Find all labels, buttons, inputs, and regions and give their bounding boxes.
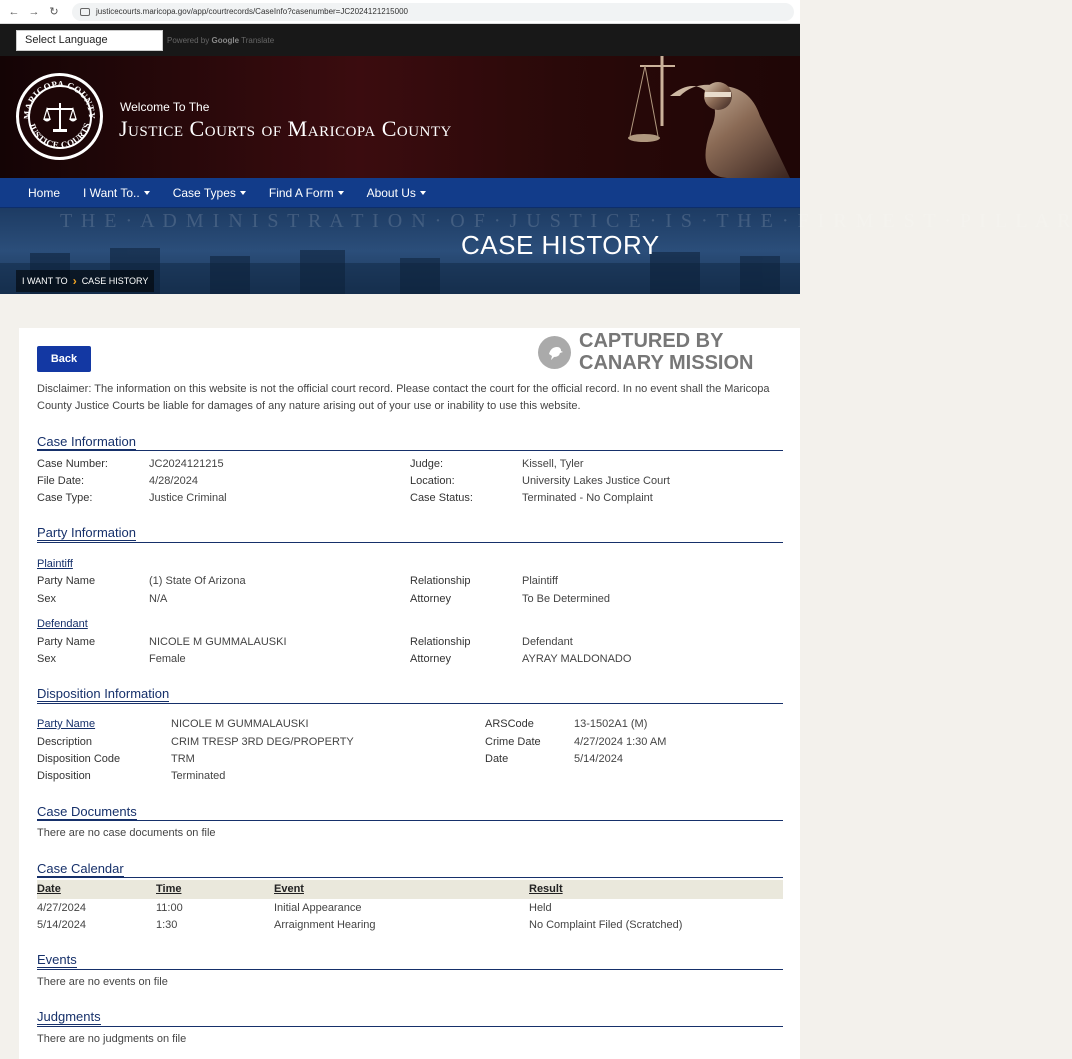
page-title: CASE HISTORY [461, 230, 660, 260]
case-number-value: JC2024121215 [149, 458, 224, 470]
calendar-event-cell: Arraignment Hearing [274, 919, 376, 931]
case-status-value: Terminated - No Complaint [522, 492, 653, 504]
case-type-label: Case Type: [37, 492, 93, 504]
breadcrumb-case-history: CASE HISTORY [81, 276, 149, 286]
translate-bar [0, 24, 800, 56]
party-information-heading: Party Information [37, 525, 136, 540]
location-value: University Lakes Justice Court [522, 475, 670, 487]
description-value: CRIM TRESP 3RD DEG/PROPERTY [171, 736, 354, 748]
file-date-label: File Date: [37, 475, 85, 487]
ars-code-label: ARSCode [485, 718, 534, 730]
welcome-text: Welcome To The [120, 100, 210, 114]
description-label: Description [37, 736, 93, 748]
address-bar[interactable] [72, 3, 794, 21]
defendant-link[interactable]: Defendant [37, 618, 88, 630]
defendant-attorney-label: Attorney [410, 653, 451, 665]
judge-label: Judge: [410, 458, 444, 470]
section-divider [37, 542, 783, 543]
calendar-date-cell: 4/27/2024 [37, 902, 86, 914]
url-text: justicecourts.maricopa.gov/app/courtrecords/CaseInfo?casenumber=JC2024121215000 [96, 7, 408, 16]
back-arrow-icon[interactable]: ← [8, 5, 20, 18]
powered-by-google: Powered by Google Translate [167, 35, 275, 45]
defendant-sex-label: Sex [37, 653, 56, 665]
ars-code-value: 13-1502A1 (M) [574, 718, 648, 730]
disposition-date-value: 5/14/2024 [574, 753, 623, 765]
nav-about-us[interactable]: About Us [367, 186, 426, 200]
nav-case-types[interactable]: Case Types [173, 186, 246, 200]
chevron-right-icon: › [72, 274, 77, 288]
bird-icon [538, 336, 571, 369]
calendar-result-cell: No Complaint Filed (Scratched) [529, 919, 683, 931]
plaintiff-party-name-label: Party Name [37, 575, 96, 587]
calendar-event-cell: Initial Appearance [274, 902, 362, 914]
no-documents-text: There are no case documents on file [37, 827, 216, 839]
defendant-sex-value: Female [149, 653, 186, 665]
disposition-value: Terminated [171, 770, 226, 782]
case-type-value: Justice Criminal [149, 492, 227, 504]
lady-justice-statue-image [600, 56, 800, 178]
disposition-party-name-link[interactable]: Party Name [37, 718, 96, 730]
disposition-information-heading: Disposition Information [37, 686, 170, 701]
hero-banner [0, 208, 1072, 294]
site-header [0, 56, 800, 178]
no-events-text: There are no events on file [37, 976, 168, 988]
breadcrumb-i-want-to[interactable]: I WANT TO [22, 276, 68, 286]
file-date-value: 4/28/2024 [149, 475, 198, 487]
disclaimer-text: Disclaimer: The information on this website is not the official court record. Please contact the court for the official record. In no event shall the Maricopa County Justice Courts be liable for damages of any nature arising out of your use or inability to use this website. [37, 383, 770, 412]
disposition-party-name-value: NICOLE M GUMMALAUSKI [171, 718, 309, 730]
defendant-party-name-label: Party Name [37, 636, 96, 648]
plaintiff-attorney-value: To Be Determined [522, 593, 611, 605]
case-content [19, 328, 800, 1059]
caret-down-icon [240, 191, 246, 195]
case-status-label: Case Status: [410, 492, 473, 504]
case-number-label: Case Number: [37, 458, 108, 470]
calendar-date-cell: 5/14/2024 [37, 919, 86, 931]
caret-down-icon [420, 191, 426, 195]
breadcrumb [16, 270, 154, 292]
nav-find-a-form[interactable]: Find A Form [269, 186, 344, 200]
defendant-attorney-value: AYRAY MALDONADO [522, 653, 632, 665]
site-title: Justice Courts of Maricopa County [119, 116, 452, 141]
calendar-time-cell: 1:30 [156, 919, 178, 931]
disposition-label: Disposition [37, 770, 91, 782]
column-header-result[interactable]: Result [529, 883, 563, 895]
hero-engraving: T H E · A D M I N I S T R A T I O N · O F · J U S T I C E · I S · T H E · F I R M E S T · P I L L A R [60, 210, 1072, 232]
defendant-party-name-value: NICOLE M GUMMALAUSKI [149, 636, 287, 648]
site-info-icon[interactable] [80, 8, 90, 16]
plaintiff-sex-label: Sex [37, 593, 56, 605]
judge-value: Kissell, Tyler [522, 458, 584, 470]
plaintiff-relationship-label: Relationship [410, 575, 471, 587]
calendar-result-cell: Held [529, 902, 552, 914]
nav-i-want-to[interactable]: I Want To.. [83, 186, 150, 200]
language-select[interactable]: Select Language [16, 30, 163, 51]
section-divider [37, 1026, 783, 1027]
browser-toolbar [0, 0, 800, 24]
forward-arrow-icon[interactable]: → [28, 5, 40, 18]
svg-text:MARICOPA COUNTY: MARICOPA COUNTY [21, 78, 98, 120]
judgments-heading: Judgments [37, 1009, 101, 1024]
main-navigation [0, 178, 800, 208]
calendar-time-cell: 11:00 [156, 902, 183, 914]
svg-text:JUSTICE COURTS: JUSTICE COURTS [26, 121, 93, 151]
crime-date-value: 4/27/2024 1:30 AM [574, 736, 667, 748]
section-divider [37, 877, 783, 878]
caret-down-icon [144, 191, 150, 195]
nav-home[interactable]: Home [28, 185, 61, 200]
crime-date-label: Crime Date [485, 736, 541, 748]
court-seal-logo[interactable] [16, 73, 103, 160]
disposition-code-label: Disposition Code [37, 753, 121, 765]
column-header-time[interactable]: Time [156, 883, 182, 895]
case-documents-heading: Case Documents [37, 804, 137, 819]
plaintiff-party-name-value: (1) State Of Arizona [149, 575, 246, 587]
plaintiff-relationship-value: Plaintiff [522, 575, 558, 587]
case-calendar-heading: Case Calendar [37, 861, 124, 876]
section-divider [37, 703, 783, 704]
location-label: Location: [410, 475, 455, 487]
canary-mission-watermark: CAPTURED BY CANARY MISSION [538, 330, 753, 374]
no-judgments-text: There are no judgments on file [37, 1033, 187, 1045]
section-divider [37, 969, 783, 970]
disposition-code-value: TRM [171, 753, 195, 765]
calendar-table-header [37, 880, 783, 899]
defendant-relationship-value: Defendant [522, 636, 573, 648]
column-header-event[interactable]: Event [274, 883, 304, 895]
reload-icon[interactable]: ↻ [49, 6, 59, 18]
plaintiff-attorney-label: Attorney [410, 593, 451, 605]
plaintiff-link[interactable]: Plaintiff [37, 558, 73, 570]
defendant-relationship-label: Relationship [410, 636, 471, 648]
column-header-date[interactable]: Date [37, 883, 61, 895]
events-heading: Events [37, 952, 77, 967]
back-button[interactable]: Back [37, 346, 91, 372]
case-information-heading: Case Information [37, 434, 136, 449]
seal-ring-text [16, 73, 103, 160]
section-divider [37, 820, 783, 821]
caret-down-icon [338, 191, 344, 195]
section-divider [37, 450, 783, 451]
plaintiff-sex-value: N/A [149, 593, 168, 605]
disposition-date-label: Date [485, 753, 509, 765]
